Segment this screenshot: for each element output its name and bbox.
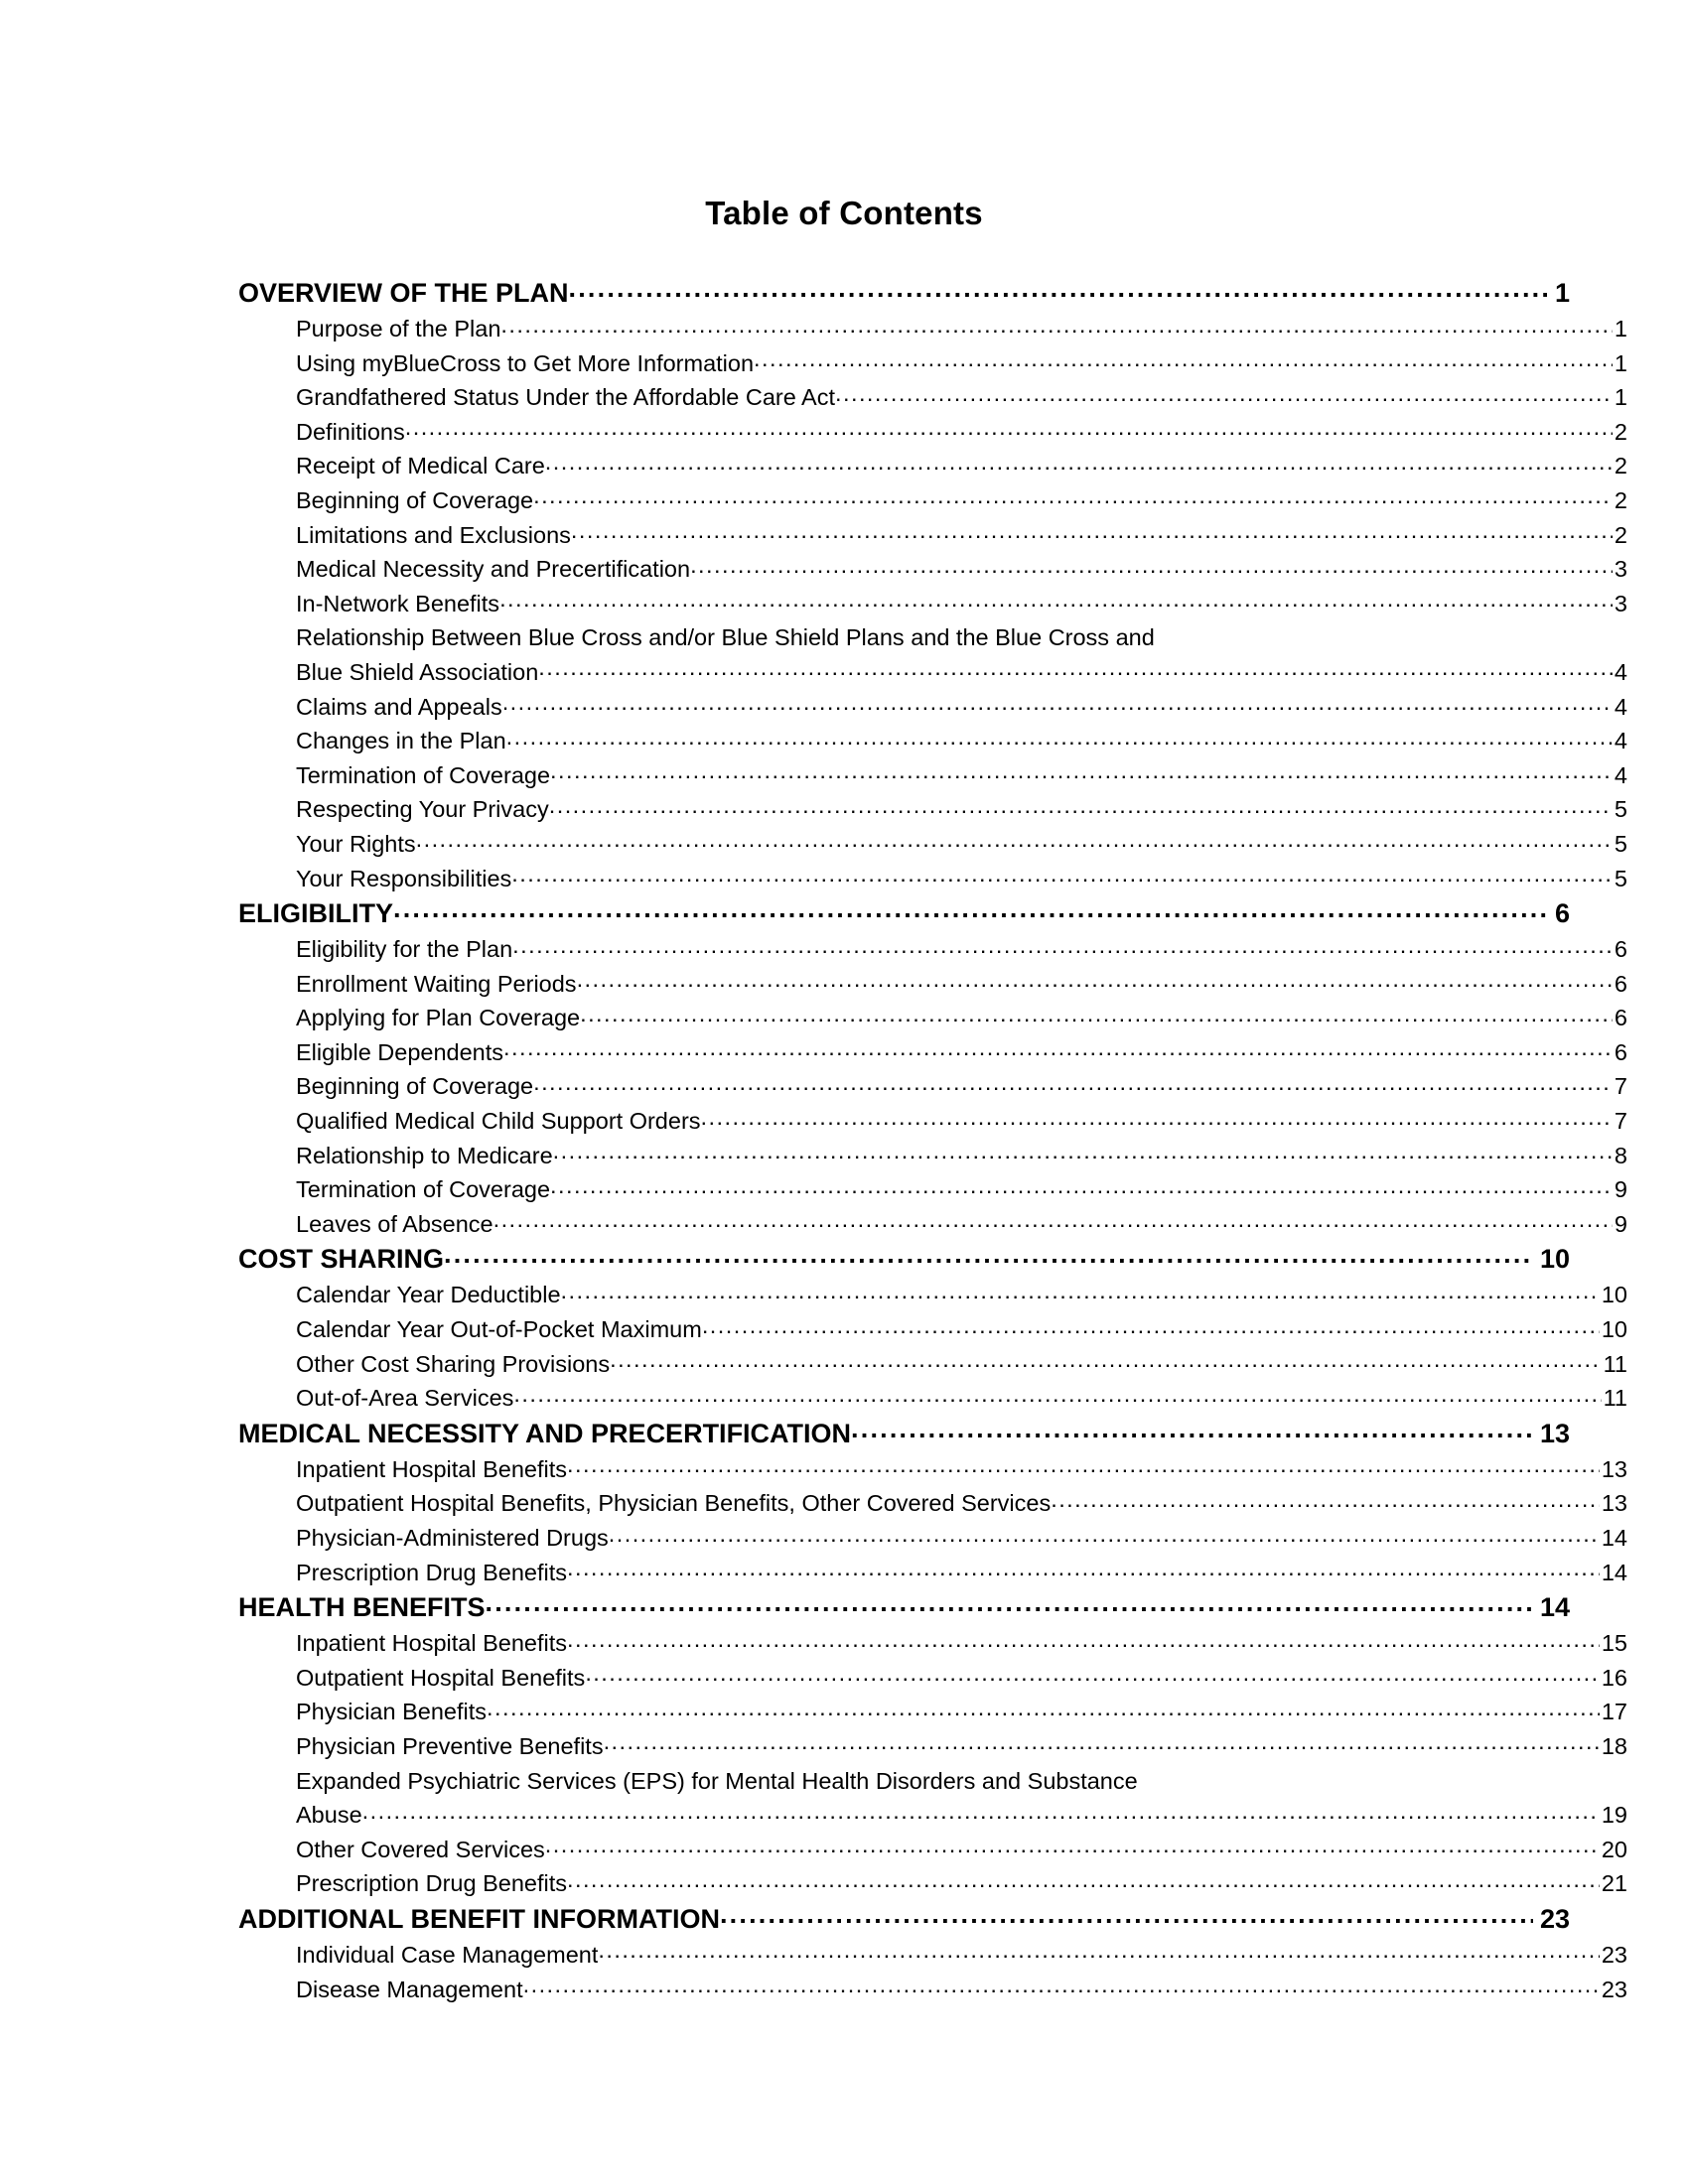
toc-entry-wrapped-line: Expanded Psychiatric Services (EPS) for Mental Health Disorders and Substance <box>296 1767 1138 1794</box>
toc-entry-page-number: 5 <box>1614 796 1627 823</box>
toc-dot-leader <box>512 934 1613 958</box>
toc-entry-page-number: 7 <box>1614 1108 1627 1135</box>
toc-entry-page-number: 2 <box>1614 453 1627 479</box>
toc-entry-label: Definitions <box>296 418 405 445</box>
toc-entry-page-number: 7 <box>1614 1073 1627 1100</box>
toc-entry-page-number: 6 <box>1614 1038 1627 1065</box>
toc-entry-page-number: 11 <box>1603 1350 1627 1377</box>
toc-entry[interactable] <box>238 275 1570 312</box>
toc-entry[interactable] <box>238 895 1570 932</box>
toc-dot-leader <box>486 1589 1533 1616</box>
toc-dot-leader <box>598 1939 1599 1963</box>
toc-dot-leader <box>567 1453 1600 1477</box>
toc-entry[interactable] <box>296 1139 1627 1173</box>
toc-dot-leader <box>553 1140 1613 1163</box>
toc-dot-leader <box>580 1003 1613 1026</box>
toc-entry[interactable] <box>296 346 1627 381</box>
toc-entry-label: ELIGIBILITY <box>238 898 394 929</box>
toc-entry[interactable] <box>296 1866 1627 1901</box>
toc-entry[interactable] <box>238 1901 1570 1938</box>
toc-entry-label: Outpatient Hospital Benefits, Physician Benefits, Other Covered Services <box>296 1490 1052 1517</box>
table-of-contents <box>0 275 1688 2006</box>
toc-entry[interactable] <box>296 518 1627 553</box>
toc-dot-leader <box>610 1348 1602 1372</box>
toc-entry-label: Individual Case Management <box>296 1941 599 1968</box>
toc-entry[interactable] <box>296 1035 1627 1070</box>
toc-entry-label: Enrollment Waiting Periods <box>296 970 577 997</box>
toc-entry-wrapped-line: Relationship Between Blue Cross and/or Blue Shield Plans and the Blue Cross and <box>296 624 1155 651</box>
toc-entry-label: Inpatient Hospital Benefits <box>296 1630 568 1657</box>
toc-dot-leader <box>500 314 1613 338</box>
toc-dot-leader <box>549 794 1613 818</box>
toc-dot-leader <box>701 1106 1613 1130</box>
toc-dot-leader <box>362 1800 1600 1824</box>
toc-entry-label: Other Covered Services <box>296 1836 545 1862</box>
toc-entry[interactable] <box>296 758 1627 793</box>
toc-entry-label: Disease Management <box>296 1976 523 2002</box>
toc-entry-label: Termination of Coverage <box>296 761 551 788</box>
toc-entry[interactable] <box>296 1104 1627 1139</box>
toc-entry-label: Inpatient Hospital Benefits <box>296 1455 568 1482</box>
toc-dot-leader <box>502 691 1613 715</box>
toc-entry-label: Applying for Plan Coverage <box>296 1005 581 1031</box>
toc-entry-label: Termination of Coverage <box>296 1176 551 1203</box>
toc-entry-label: Relationship to Medicare <box>296 1142 553 1168</box>
toc-entry-page-number: 14 <box>1601 1559 1627 1585</box>
toc-dot-leader <box>702 1314 1600 1338</box>
toc-dot-leader <box>609 1523 1600 1547</box>
toc-entry-label: Beginning of Coverage <box>296 486 534 513</box>
toc-dot-leader <box>538 656 1613 680</box>
toc-entry[interactable] <box>296 932 1627 967</box>
toc-entry[interactable] <box>296 449 1627 483</box>
toc-dot-leader <box>393 895 1548 922</box>
toc-entry-label: Out-of-Area Services <box>296 1385 514 1412</box>
toc-entry[interactable] <box>296 792 1627 827</box>
toc-entry-page-number: 10 <box>1601 1282 1627 1308</box>
toc-entry-page-number: 11 <box>1603 1385 1627 1412</box>
toc-dot-leader <box>690 554 1613 578</box>
toc-entry-label: Changes in the Plan <box>296 728 506 754</box>
toc-entry[interactable] <box>296 1278 1627 1312</box>
toc-entry-page-number: 16 <box>1601 1664 1627 1691</box>
toc-entry[interactable] <box>296 1695 1627 1729</box>
toc-dot-leader <box>511 863 1613 887</box>
toc-dot-leader <box>835 382 1613 406</box>
toc-entry-page-number: 2 <box>1614 521 1627 548</box>
toc-entry-page-number: 1 <box>1554 278 1570 308</box>
toc-entry-label: ADDITIONAL BENEFIT INFORMATION <box>238 1903 720 1934</box>
toc-entry-label: In-Network Benefits <box>296 590 500 616</box>
toc-entry-page-number: 4 <box>1614 658 1627 685</box>
toc-entry-page-number: 14 <box>1601 1525 1627 1551</box>
toc-entry[interactable] <box>296 1452 1627 1487</box>
toc-dot-leader <box>569 275 1548 302</box>
toc-entry-page-number: 1 <box>1614 316 1627 341</box>
toc-dot-leader <box>577 968 1613 992</box>
toc-entry[interactable] <box>296 724 1627 758</box>
toc-entry[interactable] <box>296 1001 1627 1035</box>
toc-entry-page-number: 8 <box>1614 1142 1627 1168</box>
toc-dot-leader <box>550 759 1613 783</box>
toc-entry[interactable] <box>238 1416 1570 1452</box>
toc-entry-page-number: 6 <box>1614 936 1627 963</box>
toc-entry-page-number: 15 <box>1601 1630 1627 1657</box>
toc-entry[interactable] <box>296 1312 1627 1347</box>
toc-entry-label: Your Rights <box>296 830 416 857</box>
toc-entry-page-number: 23 <box>1601 1941 1627 1968</box>
toc-dot-leader <box>567 1628 1600 1652</box>
toc-entry-page-number: 19 <box>1601 1802 1627 1829</box>
toc-entry-label: Limitations and Exclusions <box>296 521 571 548</box>
toc-entry-label: Eligible Dependents <box>296 1038 504 1065</box>
toc-entry-label: Eligibility for the Plan <box>296 936 513 963</box>
toc-entry-label: Leaves of Absence <box>296 1210 493 1237</box>
toc-entry[interactable] <box>296 1938 1627 1973</box>
toc-entry-label: Physician Preventive Benefits <box>296 1732 604 1759</box>
toc-dot-leader <box>754 347 1613 371</box>
toc-entry-page-number: 18 <box>1601 1732 1627 1759</box>
toc-entry[interactable] <box>296 690 1627 725</box>
toc-entry-page-number: 20 <box>1601 1836 1627 1862</box>
toc-entry-page-number: 3 <box>1614 590 1627 616</box>
toc-entry[interactable] <box>296 1729 1627 1764</box>
toc-entry-page-number: 2 <box>1614 418 1627 445</box>
toc-entry[interactable] <box>238 1241 1570 1278</box>
toc-entry-page-number: 13 <box>1601 1455 1627 1482</box>
toc-entry-page-number: 6 <box>1614 970 1627 997</box>
toc-entry-label: Blue Shield Association <box>296 658 539 685</box>
toc-dot-leader <box>523 1974 1600 1997</box>
toc-entry-page-number: 13 <box>1539 1418 1570 1448</box>
toc-entry[interactable] <box>296 827 1627 862</box>
toc-entry-label: COST SHARING <box>238 1244 445 1275</box>
toc-entry-label: Outpatient Hospital Benefits <box>296 1664 586 1691</box>
toc-entry-page-number: 4 <box>1614 693 1627 720</box>
toc-dot-leader <box>567 1557 1600 1580</box>
toc-entry[interactable] <box>296 1661 1627 1696</box>
toc-entry-page-number: 4 <box>1614 728 1627 754</box>
toc-entry-label: Prescription Drug Benefits <box>296 1870 567 1897</box>
toc-entry-label: Abuse <box>296 1802 362 1829</box>
toc-entry-label: Calendar Year Out-of-Pocket Maximum <box>296 1316 702 1343</box>
toc-entry-label: Qualified Medical Child Support Orders <box>296 1108 701 1135</box>
toc-dot-leader <box>506 726 1613 750</box>
toc-dot-leader <box>720 1901 1533 1928</box>
toc-entry[interactable] <box>296 1798 1627 1833</box>
toc-dot-leader <box>545 1834 1600 1857</box>
toc-dot-leader <box>1051 1488 1600 1512</box>
toc-dot-leader <box>561 1280 1600 1303</box>
toc-entry[interactable] <box>296 862 1627 896</box>
toc-entry-label: Physician-Administered Drugs <box>296 1525 609 1551</box>
toc-entry-label: Calendar Year Deductible <box>296 1282 561 1308</box>
toc-entry-page-number: 9 <box>1614 1210 1627 1237</box>
toc-dot-leader <box>405 416 1613 440</box>
toc-entry[interactable] <box>296 1626 1627 1661</box>
toc-dot-leader <box>604 1730 1600 1754</box>
toc-dot-leader <box>851 1416 1533 1442</box>
toc-entry[interactable] <box>296 967 1627 1002</box>
toc-entry-page-number: 17 <box>1601 1699 1627 1725</box>
toc-entry-label: MEDICAL NECESSITY AND PRECERTIFICATION <box>238 1418 852 1448</box>
toc-entry-page-number: 4 <box>1614 761 1627 788</box>
toc-entry-page-number: 10 <box>1539 1244 1570 1275</box>
toc-entry-page-number: 6 <box>1614 1005 1627 1031</box>
toc-entry-page-number: 23 <box>1539 1903 1570 1934</box>
toc-entry-page-number: 1 <box>1614 384 1627 411</box>
toc-dot-leader <box>533 484 1613 508</box>
toc-entry[interactable] <box>296 483 1627 518</box>
toc-entry[interactable] <box>296 587 1627 621</box>
toc-entry-page-number: 6 <box>1554 898 1570 929</box>
toc-dot-leader <box>550 1174 1613 1198</box>
toc-dot-leader <box>493 1208 1613 1232</box>
toc-dot-leader <box>585 1662 1600 1686</box>
toc-entry[interactable] <box>296 312 1627 346</box>
toc-entry-label: Using myBlueCross to Get More Information <box>296 349 755 376</box>
toc-entry-label: Grandfathered Status Under the Affordable Care Act <box>296 384 836 411</box>
toc-entry-label: Respecting Your Privacy <box>296 796 549 823</box>
toc-entry[interactable] <box>296 1833 1627 1867</box>
toc-dot-leader <box>503 1036 1613 1060</box>
toc-entry[interactable] <box>296 380 1627 415</box>
toc-entry-label: OVERVIEW OF THE PLAN <box>238 278 569 308</box>
toc-dot-leader <box>567 1868 1600 1892</box>
toc-entry-label: Purpose of the Plan <box>296 316 501 341</box>
toc-entry[interactable] <box>296 1381 1627 1416</box>
toc-dot-leader <box>545 451 1613 475</box>
toc-entry[interactable] <box>296 1973 1627 2007</box>
toc-entry-page-number: 21 <box>1601 1870 1627 1897</box>
toc-entry[interactable] <box>296 1069 1627 1104</box>
toc-entry-page-number: 1 <box>1614 349 1627 376</box>
toc-entry-page-number: 13 <box>1601 1490 1627 1517</box>
toc-entry-label: Claims and Appeals <box>296 693 502 720</box>
toc-dot-leader <box>444 1241 1533 1268</box>
toc-entry-page-number: 5 <box>1614 865 1627 891</box>
toc-entry-label: Beginning of Coverage <box>296 1073 534 1100</box>
toc-entry-page-number: 9 <box>1614 1176 1627 1203</box>
toc-entry[interactable] <box>296 655 1627 690</box>
toc-dot-leader <box>533 1071 1613 1095</box>
toc-dot-leader <box>416 828 1613 852</box>
toc-entry-label: Physician Benefits <box>296 1699 488 1725</box>
toc-dot-leader <box>487 1697 1600 1720</box>
toc-entry-page-number: 14 <box>1539 1592 1570 1623</box>
toc-entry-page-number: 10 <box>1601 1316 1627 1343</box>
toc-entry[interactable] <box>296 1172 1627 1207</box>
toc-entry-label: Prescription Drug Benefits <box>296 1559 567 1585</box>
toc-entry[interactable] <box>296 1347 1627 1382</box>
toc-entry-page-number: 5 <box>1614 830 1627 857</box>
toc-dot-leader <box>513 1383 1601 1407</box>
toc-entry-page-number: 2 <box>1614 486 1627 513</box>
toc-dot-leader <box>571 519 1613 543</box>
toc-entry-label: Receipt of Medical Care <box>296 453 545 479</box>
toc-entry[interactable] <box>296 1556 1627 1590</box>
toc-entry-page-number: 23 <box>1601 1976 1627 2002</box>
toc-entry[interactable] <box>238 1589 1570 1626</box>
toc-entry-label: Medical Necessity and Precertification <box>296 556 691 583</box>
toc-dot-leader <box>499 588 1613 612</box>
toc-entry[interactable] <box>296 1521 1627 1556</box>
toc-entry[interactable] <box>296 415 1627 450</box>
toc-entry-page-number: 3 <box>1614 556 1627 583</box>
toc-entry-label: Other Cost Sharing Provisions <box>296 1350 611 1377</box>
toc-entry[interactable] <box>296 552 1627 587</box>
toc-entry-label: HEALTH BENEFITS <box>238 1592 486 1623</box>
toc-entry-label: Your Responsibilities <box>296 865 512 891</box>
toc-entry[interactable] <box>296 1486 1627 1521</box>
page-title: Table of Contents <box>705 195 983 231</box>
toc-entry[interactable] <box>296 1207 1627 1242</box>
